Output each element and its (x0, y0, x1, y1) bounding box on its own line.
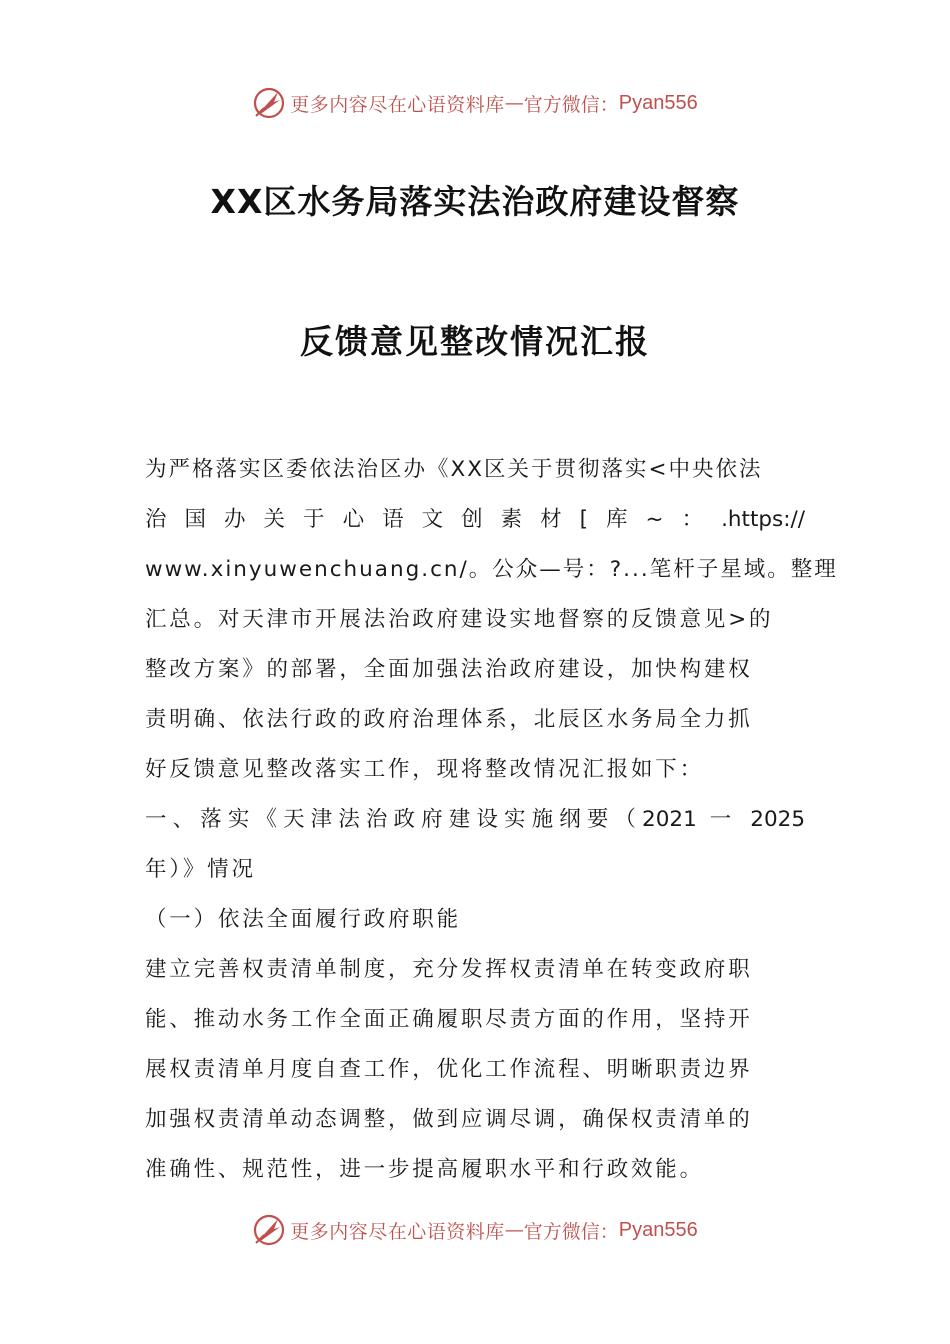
paragraph-line: 为严格落实区委依法治区办《XX区关于贯彻落实<中央依法 (145, 457, 763, 482)
document-title-line2: 反馈意见整改情况汇报 (300, 322, 650, 361)
quill-logo-icon (252, 86, 286, 120)
paragraph-line: 加强权责清单动态调整，做到应调尽调，确保权责清单的 (145, 1107, 753, 1132)
paragraph-line: 展权责清单月度自查工作，优化工作流程、明晰职责边界 (145, 1057, 753, 1082)
paragraph-line: 责明确、依法行政的政府治理体系，北辰区水务局全力抓 (145, 707, 753, 732)
watermark-wechat-label: 官方微信： (523, 1220, 619, 1243)
watermark-dash: — (504, 1219, 524, 1241)
watermark-wechat-label: 官方微信： (523, 93, 619, 116)
watermark-banner-top (0, 83, 950, 123)
watermark-wechat-id: Pyan556 (618, 91, 698, 114)
section-heading-line: 年）》情况 (145, 857, 256, 882)
section-heading-line: 一、落实《天津法治政府建设实施纲要（2021 一 2025 (145, 807, 805, 832)
paragraph-line: 建立完善权责清单制度，充分发挥权责清单在转变政府职 (145, 957, 753, 982)
document-title-line1: XX区水务局落实法治政府建设督察 (210, 182, 740, 221)
paragraph-line: 好反馈意见整改落实工作，现将整改情况汇报如下： (145, 757, 704, 782)
document-body (145, 445, 838, 1195)
paragraph-line: 准确性、规范性，进一步提高履职水平和行政效能。 (145, 1157, 704, 1182)
paragraph-line: 能、推动水务工作全面正确履职尽责方面的作用，坚持开 (145, 1007, 753, 1032)
paragraph-line: 整改方案》的部署，全面加强法治政府建设，加快构建权 (145, 657, 753, 682)
watermark-site-name: 更多内容尽在心语资料库 (290, 1220, 505, 1243)
watermark-site-name: 更多内容尽在心语资料库 (290, 93, 505, 116)
watermark-wechat-id: Pyan556 (618, 1218, 698, 1241)
paragraph-line: www.xinyuwenchuang.cn/。公众—号：?...笔杆子星域。整理 (145, 557, 838, 582)
paragraph-line: 治国办关于心语文创素材[库~：.https:// (145, 507, 805, 532)
subsection-heading: （一）依法全面履行政府职能 (145, 907, 461, 932)
watermark-dash: — (504, 92, 524, 114)
paragraph-line: 汇总。对天津市开展法治政府建设实地督察的反馈意见>的 (145, 607, 774, 632)
watermark-banner-bottom (0, 1210, 950, 1250)
quill-logo-icon (252, 1213, 286, 1247)
